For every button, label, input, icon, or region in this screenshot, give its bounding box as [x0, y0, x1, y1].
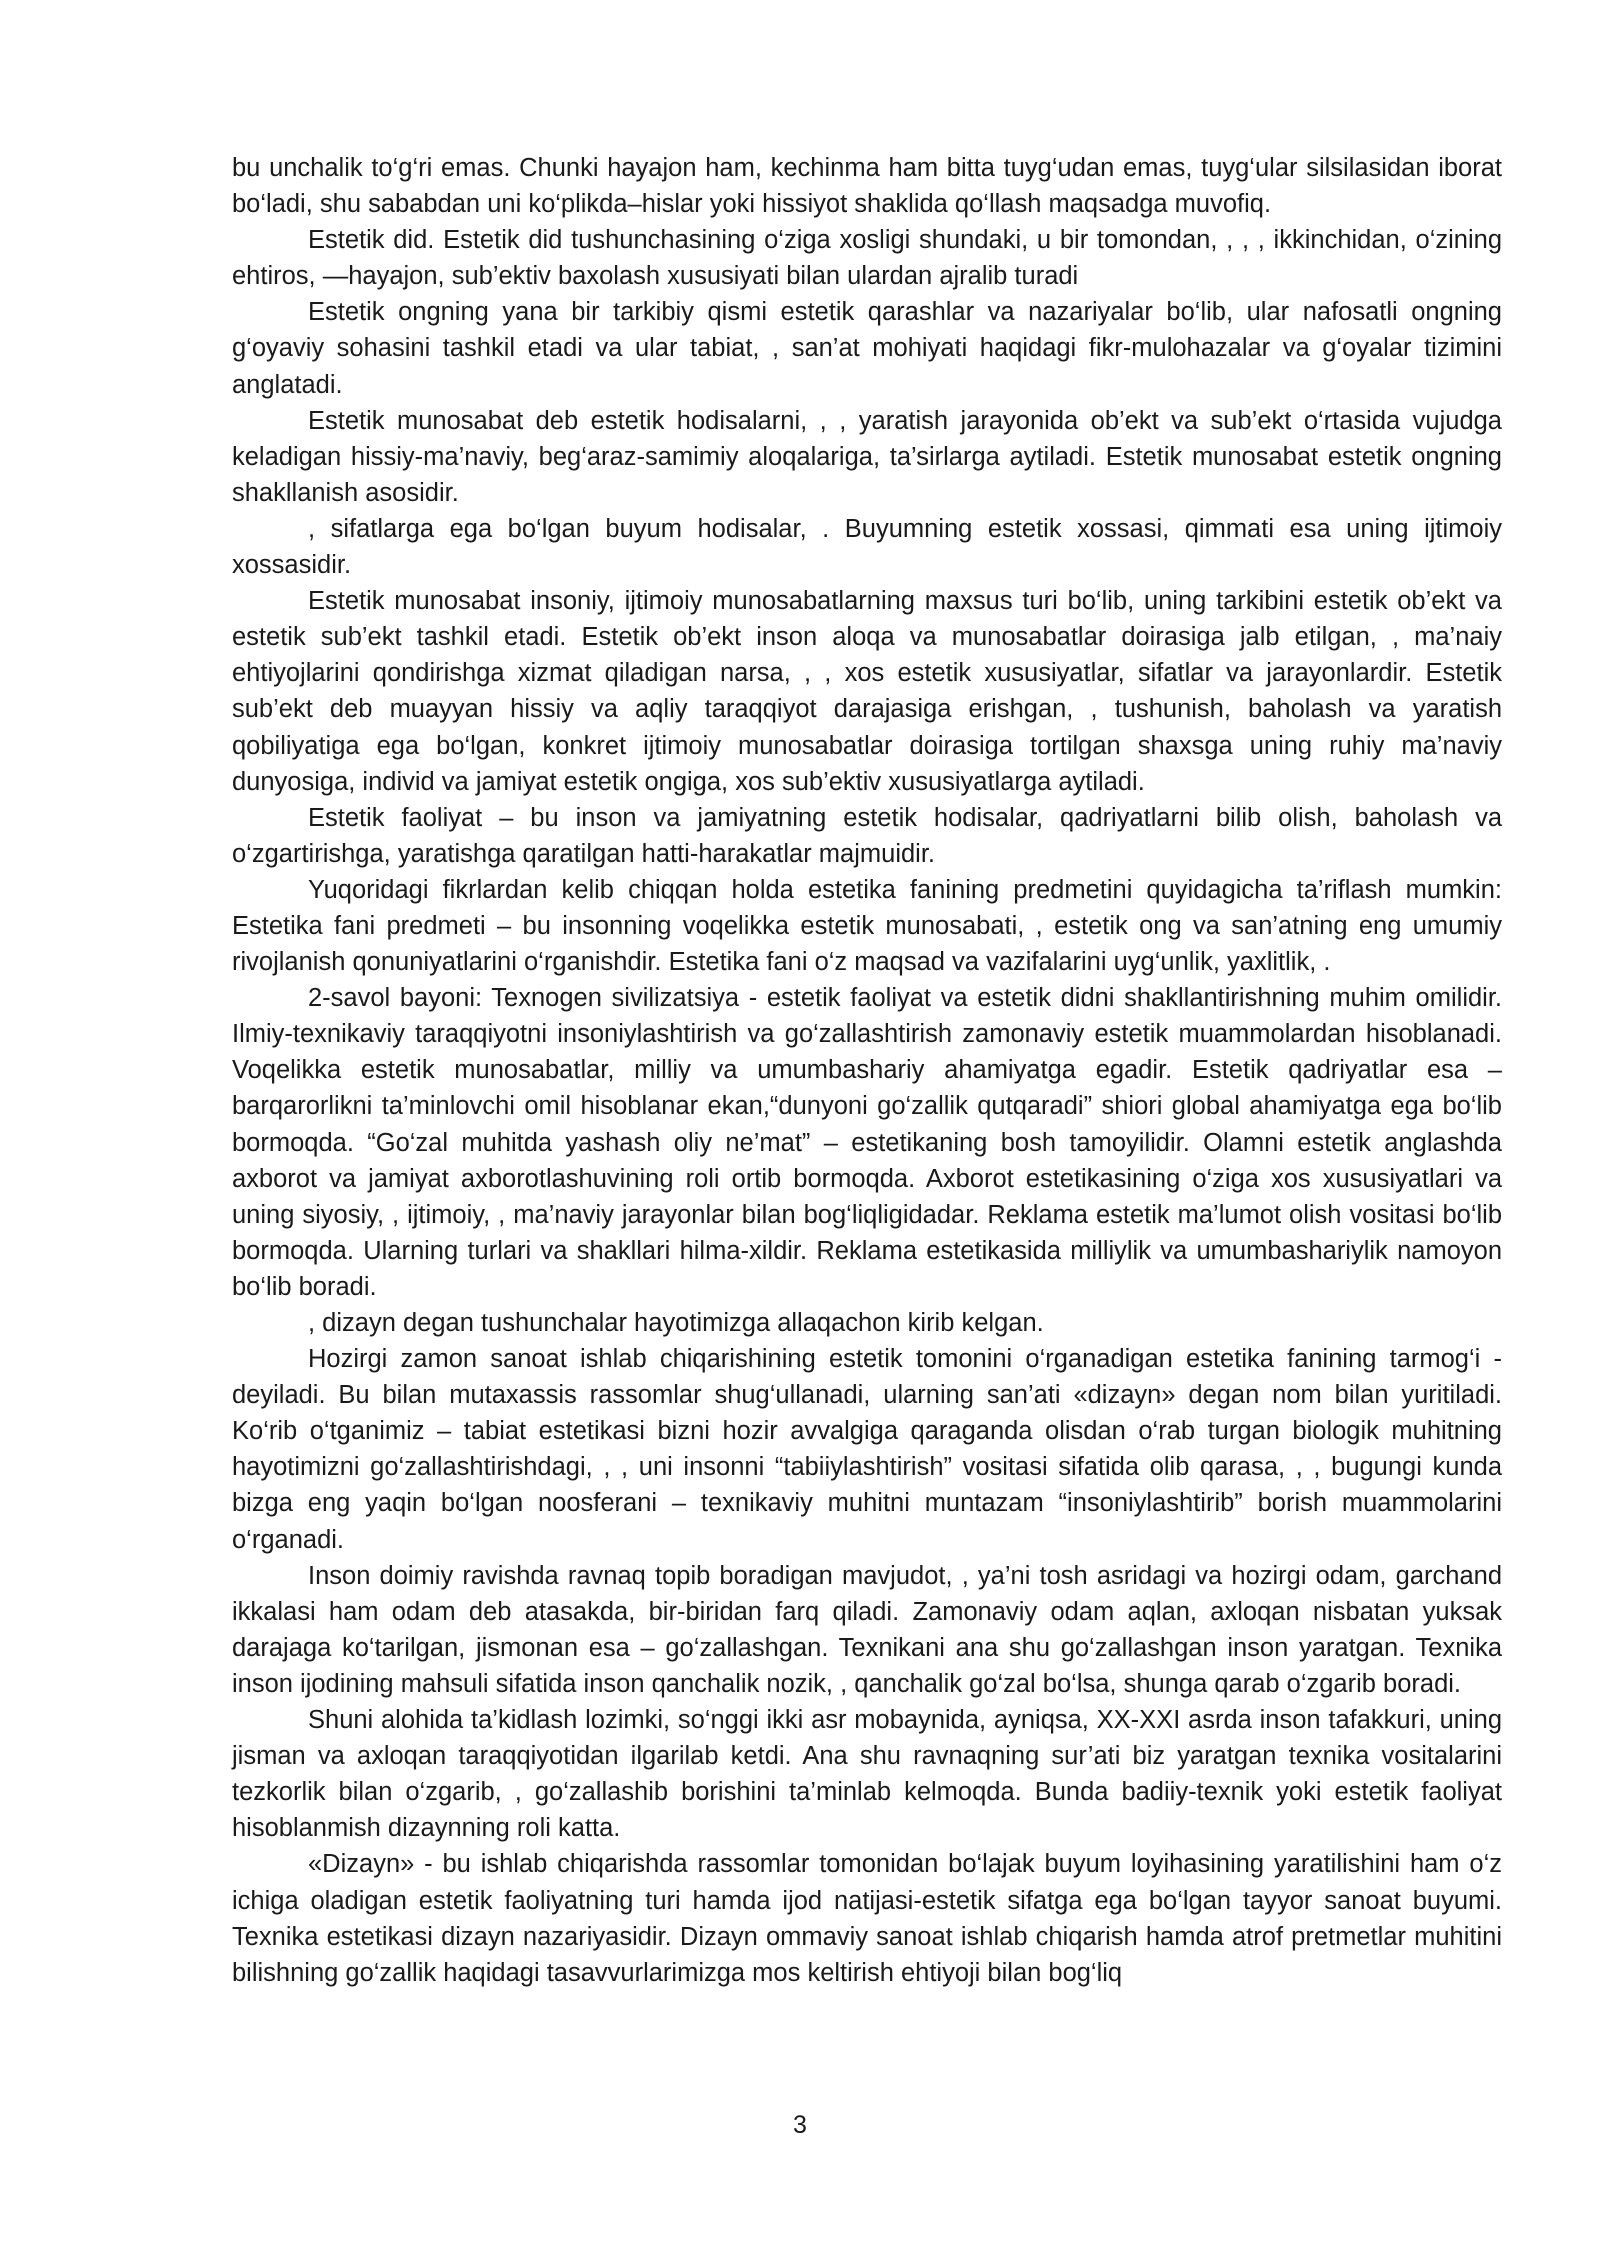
paragraph-estetika-predmeti: Yuqoridagi fikrlardan kelib chiqqan holda estetika fanining predmetini quyidagicha ta’riflash mumkin: Estetika fani predmeti – bu insonning voqelikka estetik munosabati, , estetik ong va san’atning eng umumiy rivojlanish qonuniyatlarini o‘rganishdir. Estetika fani o‘z maqsad va vazifalarini uyg‘unlik, yaxlitlik, .	[232, 875, 1502, 977]
paragraph-estetik-faoliyat: Estetik faoliyat – bu inson va jamiyatning estetik hodisalar, qadriyatlarni bilib olish, baholash va o‘zgartirishga, yaratishga qaratilgan hatti-harakatlar majmuidir.	[232, 803, 1502, 868]
paragraph-estetik-did: Estetik did. Estetik did tushunchasining o‘ziga xosligi shundaki, u bir tomondan, , , , ikkinchidan, o‘zining ehtiros, —hayajon, sub’ektiv baxolash xususiyati bilan ulardan ajralib turadi	[232, 226, 1502, 291]
paragraph-dizayn-tarif: «Dizayn» - bu ishlab chiqarishda rassomlar tomonidan bo‘lajak buyum loyihasining yaratilishini ham o‘z ichiga oladigan estetik faoliyatning turi hamda ijod natijasi-estetik sifatga ega bo‘lgan tayyor sanoat buyumi. Texnika estetikasi dizayn nazariyasidir. Dizayn ommaviy sanoat ishlab chiqarish hamda atrof pretmetlar muhitini bilishning go‘zallik haqidagi tasavvurlarimizga mos keltirish ehtiyoji bilan bog‘liq	[232, 1850, 1502, 1987]
paragraph-estetik-ong: Estetik ongning yana bir tarkibiy qismi estetik qarashlar va nazariyalar bo‘lib, ular nafosatli ongning g‘oyaviy sohasini tashkil etadi va ular tabiat, , san’at mohiyati haqidagi fikr-mulohazalar va g‘oyalar tizimini anglatadi.	[232, 298, 1502, 399]
paragraph-continuation: bu unchalik to‘g‘ri emas. Chunki hayajon ham, kechinma ham bitta tuyg‘udan emas, tuyg‘ular silsilasidan iborat bo‘ladi, shu sababdan uni ko‘plikda–hislar yoki hissiyot shaklida qo‘llash maqsadga muvofiq.	[232, 154, 1502, 219]
paragraph-inson-ravnaq: Inson doimiy ravishda ravnaq topib boradigan mavjudot, , ya’ni tosh asridagi va hozirgi odam, garchand ikkalasi ham odam deb atasakda, bir-biridan farq qiladi. Zamonaviy odam aqlan, axloqan nisbatan yuksak darajaga ko‘tarilgan, jismonan esa – go‘zallashgan. Texnikani ana shu go‘zallashgan inson yaratgan. Texnika inson ijodining mahsuli sifatida inson qanchalik nozik, , qanchalik go‘zal bo‘lsa, shunga qarab o‘zgarib boradi.	[232, 1561, 1502, 1698]
paragraph-sifatlar: , sifatlarga ega bo‘lgan buyum hodisalar, . Buyumning estetik xossasi, qimmati esa uning ijtimoiy xossasidir.	[232, 514, 1502, 580]
paragraph-estetik-munosabat: Estetik munosabat deb estetik hodisalarni, , , yaratish jarayonida ob’ekt va sub’ekt o‘rtasida vujudga keladigan hissiy-ma’naviy, beg‘araz-samimiy aloqalariga, ta’sirlarga aytiladi. Estetik munosabat estetik ongning shakllanish asosidir.	[232, 406, 1502, 507]
page-number: 3	[793, 2111, 807, 2139]
document-body	[232, 150, 1502, 1991]
paragraph-munosabat-turi: Estetik munosabat insoniy, ijtimoiy munosabatlarning maxsus turi bo‘lib, uning tarkibini estetik ob’ekt va estetik sub’ekt tashkil etadi. Estetik ob’ekt inson aloqa va munosabatlar doirasiga jalb etilgan, , ma’naiy ehtiyojlarini qondirishga xizmat qiladigan narsa, , , xos estetik xususiyatlar, sifatlar va jarayonlardir. Estetik sub’ekt deb muayyan hissiy va aqliy taraqqiyot darajasiga erishgan, , tushunish, baholash va yaratish qobiliyatiga ega bo‘lgan, konkret ijtimoiy munosabatlar doirasiga tortilgan shaxsga uning ruhiy ma’naviy dunyosiga, individ va jamiyat estetik ongiga, xos sub’ektiv xususiyatlarga aytiladi.	[232, 587, 1502, 796]
paragraph-savol-2: 2-savol bayoni: Texnogen sivilizatsiya - estetik faoliyat va estetik didni shakllantirishning muhim omilidir. Ilmiy-texnikaviy taraqqiyotni insoniylashtirish va go‘zallashtirish zamonaviy estetik muammolardan hisoblanadi. Voqelikka estetik munosabatlar, milliy va umumbashariy ahamiyatga egadir. Estetik qadriyatlar esa – barqarorlikni ta’minlovchi omil hisoblanar ekan,“dunyoni go‘zallik qutqaradi” shiori global ahamiyatga ega bo‘lib bormoqda. “Go‘zal muhitda yashash oliy ne’mat” – estetikaning bosh tamoyilidir. Olamni estetik anglashda axborot va jamiyat axborotlashuvining roli ortib bormoqda. Axborot estetikasining o‘ziga xos xususiyatlari va uning siyosiy, , ijtimoiy, , ma’naviy jarayonlar bilan bog‘liqligidadar. Reklama estetik ma’lumot olish vositasi bo‘lib bormoqda. Ularning turlari va shakllari hilma-xildir. Reklama estetikasida milliylik va umumbashariylik namoyon bo‘lib boradi.	[232, 984, 1502, 1301]
paragraph-dizayn-tushuncha: , dizayn degan tushunchalar hayotimizga allaqachon kirib kelgan.	[308, 1309, 1044, 1337]
paragraph-tafakkur: Shuni alohida ta’kidlash lozimki, so‘nggi ikki asr mobaynida, ayniqsa, XX-XXI asrda inson tafakkuri, uning jisman va axloqan taraqqiyotidan ilgarilab ketdi. Ana shu ravnaqning sur’ati biz yaratgan texnika vositalarini tezkorlik bilan o‘zgarib, , go‘zallashib borishini ta’minlab kelmoqda. Bunda badiiy-texnik yoki estetik faoliyat hisoblanmish dizaynning roli katta.	[232, 1706, 1502, 1843]
paragraph-sanoat: Hozirgi zamon sanoat ishlab chiqarishining estetik tomonini o‘rganadigan estetika fanining tarmog‘i - deyiladi. Bu bilan mutaxassis rassomlar shug‘ullanadi, ularning san’ati «dizayn» degan nom bilan yuritiladi. Ko‘rib o‘tganimiz – tabiat estetikasi bizni hozir avvalgiga qaraganda olisdan o‘rab turgan biologik muhitning hayotimizni go‘zallashtirishdagi, , , uni insonni “tabiiylashtirish” vositasi sifatida olib qarasa, , , bugungi kunda bizga eng yaqin bo‘lgan noosferani – texnikaviy muhitni muntazam “insoniylashtirib” borish muammolarini o‘rganadi.	[232, 1345, 1502, 1554]
